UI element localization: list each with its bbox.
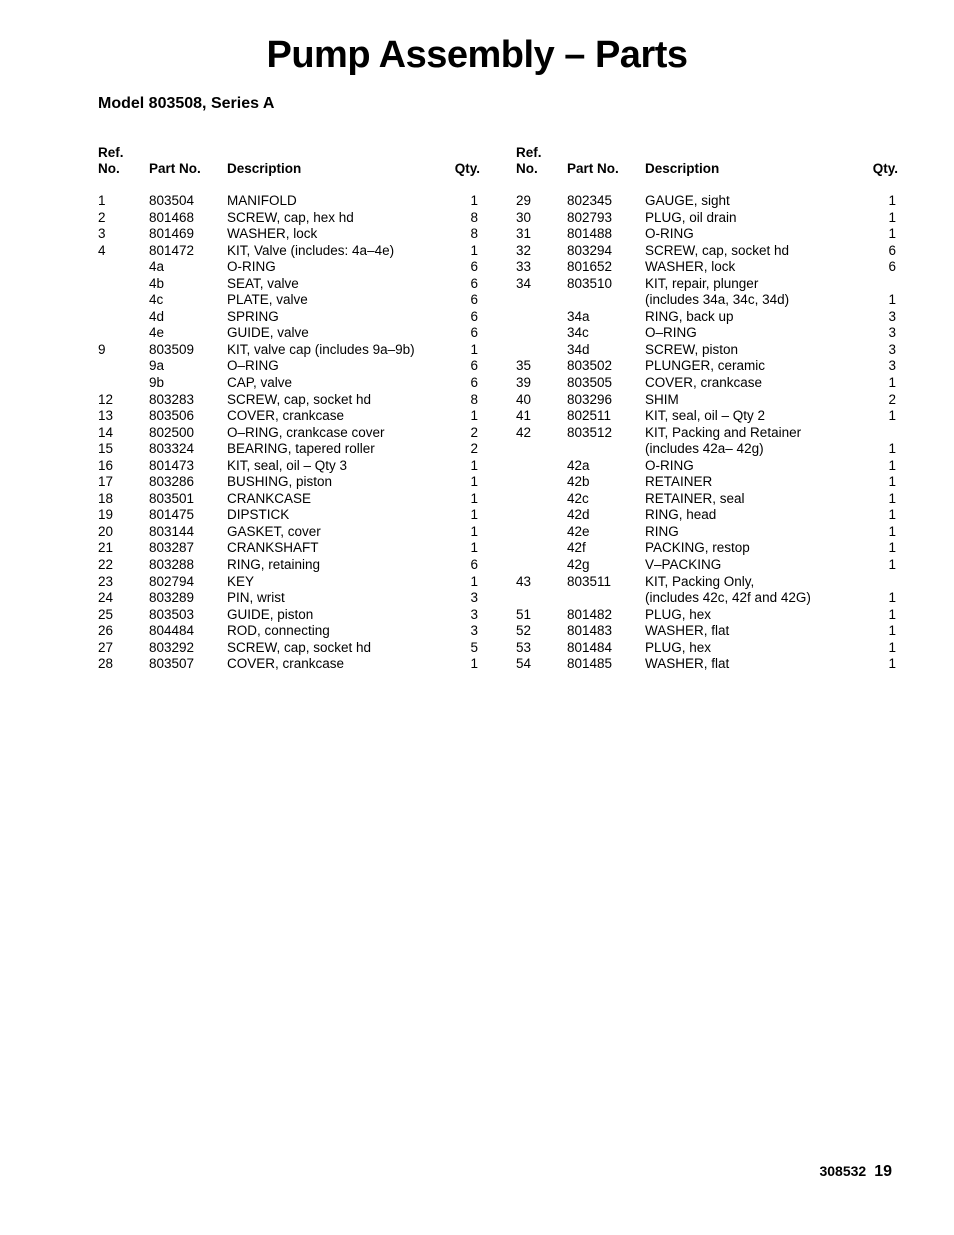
qty-cell: 1 [470,573,478,589]
part-no-cell: 803294 [567,242,613,258]
qty-cell: 3 [470,623,478,639]
table-row [98,292,480,309]
header-qty: Qty. [454,161,480,176]
qty-cell: 1 [888,590,896,606]
description-cell: SPRING [227,308,279,324]
part-no-cell: 4c [149,292,164,308]
table-row [516,607,898,624]
qty-cell: 1 [888,375,896,391]
table-row [516,375,898,392]
part-no-cell: 801483 [567,623,613,639]
description-cell: RING, retaining [227,557,321,573]
ref-no-cell: 20 [98,523,114,539]
description-cell: SCREW, cap, socket hd [645,242,790,258]
qty-cell: 1 [888,523,896,539]
table-row [516,425,898,442]
table-body-left [98,193,480,673]
description-cell: SEAT, valve [227,275,299,291]
qty-cell: 1 [888,193,896,208]
table-row [98,276,480,293]
table-row [98,342,480,359]
table-row [516,193,898,210]
description-cell: (includes 42c, 42f and 42G) [645,590,811,606]
qty-cell: 1 [888,292,896,308]
description-cell: KIT, Packing and Retainer [645,424,802,440]
header-ref-line1: Ref. [516,145,542,160]
header-qty: Qty. [872,161,898,176]
description-cell: RETAINER [645,474,713,490]
qty-cell: 1 [888,441,896,457]
page-number: 19 [874,1163,892,1180]
ref-no-cell: 43 [516,573,532,589]
qty-cell: 3 [888,341,896,357]
qty-cell: 8 [470,226,478,242]
parts-table-right [516,143,898,672]
description-cell: O–RING, crankcase cover [227,424,385,440]
qty-cell: 2 [888,391,896,407]
qty-cell: 6 [470,375,478,391]
qty-cell: 1 [470,193,478,208]
part-no-cell: 801468 [149,209,195,225]
description-cell: COVER, crankcase [227,408,345,424]
description-cell: BUSHING, piston [227,474,333,490]
qty-cell: 6 [470,259,478,275]
qty-cell: 1 [888,557,896,573]
ref-no-cell: 14 [98,424,114,440]
table-row [516,276,898,293]
part-no-cell: 804484 [149,623,195,639]
description-cell: WASHER, lock [227,226,318,242]
qty-cell: 1 [888,656,896,672]
part-no-cell: 4e [149,325,165,341]
part-no-cell: 803144 [149,523,195,539]
description-cell: CRANKSHAFT [227,540,319,556]
description-cell: KIT, seal, oil – Qty 2 [645,408,766,424]
description-cell: PLUG, hex [645,606,712,622]
table-row [516,392,898,409]
description-cell: CAP, valve [227,375,293,391]
description-cell: PLUG, hex [645,639,712,655]
table-row [98,375,480,392]
model-subtitle: Model 803508, Series A [98,95,275,112]
description-cell: KEY [227,573,255,589]
table-row [516,491,898,508]
ref-no-cell: 3 [98,226,106,242]
table-row [516,507,898,524]
table-row [516,342,898,359]
ref-no-cell: 15 [98,441,114,457]
part-no-cell: 803504 [149,193,195,208]
table-row [98,226,480,243]
description-cell: SCREW, piston [645,341,739,357]
qty-cell: 2 [470,424,478,440]
qty-cell: 1 [888,209,896,225]
qty-cell: 1 [888,623,896,639]
qty-cell: 2 [470,441,478,457]
qty-cell: 6 [888,242,896,258]
table-row [516,540,898,557]
table-row [516,524,898,541]
qty-cell: 1 [888,639,896,655]
ref-no-cell: 35 [516,358,532,374]
part-no-cell: 803503 [149,606,195,622]
ref-no-cell: 27 [98,639,114,655]
table-row [98,325,480,342]
ref-no-cell: 24 [98,590,114,606]
part-no-cell: 34d [567,341,590,357]
header-ref-line2: No. [98,161,120,176]
ref-no-cell: 16 [98,457,114,473]
description-cell: KIT, seal, oil – Qty 3 [227,457,348,473]
part-no-cell: 42b [567,474,590,490]
table-row [516,408,898,425]
part-no-cell: 803505 [567,375,613,391]
description-cell: BEARING, tapered roller [227,441,375,457]
table-row [98,309,480,326]
header-description: Description [227,161,302,176]
part-no-cell: 803296 [567,391,613,407]
qty-cell: 6 [470,325,478,341]
description-cell: MANIFOLD [227,193,297,208]
ref-no-cell: 2 [98,209,106,225]
description-cell: SCREW, cap, hex hd [227,209,354,225]
qty-cell: 1 [470,507,478,523]
part-no-cell: 801472 [149,242,195,258]
description-cell: WASHER, flat [645,656,730,672]
qty-cell: 1 [888,226,896,242]
description-cell: KIT, Packing Only, [645,573,755,589]
page-footer [819,1163,892,1181]
qty-cell: 1 [888,457,896,473]
qty-cell: 1 [470,656,478,672]
table-header [98,143,480,177]
table-row [98,474,480,491]
table-row [98,524,480,541]
table-row [516,474,898,491]
table-row [516,656,898,673]
qty-cell: 6 [470,275,478,291]
ref-no-cell: 32 [516,242,532,258]
page-title: Pump Assembly – Parts [266,34,688,76]
document-number: 308532 [819,1163,867,1179]
part-no-cell: 802511 [567,408,612,424]
part-no-cell: 803502 [567,358,613,374]
part-no-cell: 803288 [149,557,195,573]
table-row [98,392,480,409]
description-cell: RETAINER, seal [645,490,745,506]
description-cell: GUIDE, piston [227,606,314,622]
part-no-cell: 803286 [149,474,195,490]
table-row [98,458,480,475]
table-row [516,243,898,260]
table-row [98,210,480,227]
part-no-cell: 803507 [149,656,195,672]
description-cell: WASHER, lock [645,259,736,275]
qty-cell: 1 [470,341,478,357]
table-row [98,193,480,210]
description-cell: RING [645,523,679,539]
qty-cell: 1 [888,490,896,506]
description-cell: COVER, crankcase [227,656,345,672]
description-cell: GAUGE, sight [645,193,730,208]
ref-no-cell: 26 [98,623,114,639]
part-no-cell: 801482 [567,606,613,622]
qty-cell: 1 [470,457,478,473]
part-no-cell: 42e [567,523,590,539]
table-row [516,590,898,607]
part-no-cell: 801475 [149,507,195,523]
ref-no-cell: 30 [516,209,532,225]
ref-no-cell: 4 [98,242,106,258]
ref-no-cell: 28 [98,656,114,672]
qty-cell: 6 [470,292,478,308]
description-cell: SCREW, cap, socket hd [227,639,372,655]
qty-cell: 1 [470,523,478,539]
description-cell: (includes 34a, 34c, 34d) [645,292,790,308]
table-row [516,292,898,309]
description-cell: PLUG, oil drain [645,209,737,225]
qty-cell: 5 [470,639,478,655]
ref-no-cell: 29 [516,193,532,208]
part-no-cell: 803510 [567,275,613,291]
ref-no-cell: 41 [516,408,532,424]
qty-cell: 3 [470,606,478,622]
description-cell: ROD, connecting [227,623,330,639]
description-cell: SHIM [645,391,679,407]
part-no-cell: 42a [567,457,590,473]
qty-cell: 3 [888,325,896,341]
part-no-cell: 801652 [567,259,613,275]
part-no-cell: 802500 [149,424,195,440]
part-no-cell: 34c [567,325,589,341]
description-cell: O–RING [645,325,697,341]
qty-cell: 1 [470,474,478,490]
ref-no-cell: 53 [516,639,532,655]
ref-no-cell: 13 [98,408,114,424]
part-no-cell: 803512 [567,424,613,440]
qty-cell: 3 [888,358,896,374]
qty-cell: 3 [888,308,896,324]
part-no-cell: 9a [149,358,165,374]
header-ref-line2: No. [516,161,538,176]
description-cell: O-RING [645,457,694,473]
part-no-cell: 42d [567,507,590,523]
ref-no-cell: 1 [98,193,106,208]
part-no-cell: 42c [567,490,589,506]
ref-no-cell: 31 [516,226,532,242]
description-cell: (includes 42a– 42g) [645,441,764,457]
qty-cell: 6 [470,308,478,324]
table-row [98,656,480,673]
part-no-cell: 802794 [149,573,195,589]
description-cell: CRANKCASE [227,490,312,506]
table-row [98,557,480,574]
part-no-cell: 4a [149,259,165,275]
header-description: Description [645,161,720,176]
qty-cell: 8 [470,391,478,407]
ref-no-cell: 33 [516,259,532,275]
part-no-cell: 801484 [567,639,613,655]
table-row [98,623,480,640]
table-row [516,640,898,657]
table-row [516,210,898,227]
ref-no-cell: 21 [98,540,114,556]
description-cell: KIT, Valve (includes: 4a–4e) [227,242,395,258]
ref-no-cell: 12 [98,391,114,407]
part-no-cell: 803511 [567,573,612,589]
ref-no-cell: 18 [98,490,114,506]
table-row [98,425,480,442]
ref-no-cell: 40 [516,391,532,407]
ref-no-cell: 22 [98,557,114,573]
table-row [98,640,480,657]
ref-no-cell: 51 [516,606,532,622]
description-cell: PLUNGER, ceramic [645,358,766,374]
table-row [98,491,480,508]
description-cell: KIT, repair, plunger [645,275,759,291]
table-row [516,259,898,276]
description-cell: WASHER, flat [645,623,730,639]
part-no-cell: 4b [149,275,165,291]
table-row [516,623,898,640]
qty-cell: 6 [470,557,478,573]
description-cell: DIPSTICK [227,507,290,523]
description-cell: GASKET, cover [227,523,321,539]
part-no-cell: 803501 [149,490,195,506]
ref-no-cell: 34 [516,275,532,291]
part-no-cell: 803506 [149,408,195,424]
qty-cell: 1 [888,507,896,523]
qty-cell: 1 [888,606,896,622]
part-no-cell: 803324 [149,441,195,457]
table-row [516,226,898,243]
description-cell: O-RING [645,226,694,242]
part-no-cell: 42g [567,557,590,573]
ref-no-cell: 25 [98,606,114,622]
qty-cell: 1 [888,474,896,490]
ref-no-cell: 52 [516,623,532,639]
ref-no-cell: 23 [98,573,114,589]
table-row [516,574,898,591]
qty-cell: 1 [470,408,478,424]
table-row [98,574,480,591]
table-row [516,557,898,574]
table-row [98,607,480,624]
part-no-cell: 9b [149,375,165,391]
table-row [516,309,898,326]
header-ref-line1: Ref. [98,145,124,160]
part-no-cell: 802345 [567,193,613,208]
table-row [516,325,898,342]
ref-no-cell: 17 [98,474,114,490]
table-header [516,143,898,177]
ref-no-cell: 19 [98,507,114,523]
description-cell: PACKING, restop [645,540,750,556]
header-part-no: Part No. [149,161,201,176]
description-cell: V–PACKING [645,557,722,573]
part-no-cell: 42f [567,540,586,556]
table-row [98,441,480,458]
description-cell: O-RING [227,259,276,275]
part-no-cell: 803509 [149,341,195,357]
description-cell: KIT, valve cap (includes 9a–9b) [227,341,415,357]
ref-no-cell: 9 [98,341,106,357]
qty-cell: 3 [470,590,478,606]
ref-no-cell: 39 [516,375,532,391]
qty-cell: 1 [888,408,896,424]
qty-cell: 6 [888,259,896,275]
part-no-cell: 803283 [149,391,195,407]
description-cell: RING, back up [645,308,734,324]
table-body-right [516,193,898,673]
description-cell: SCREW, cap, socket hd [227,391,372,407]
table-row [516,458,898,475]
qty-cell: 1 [470,242,478,258]
part-no-cell: 34a [567,308,590,324]
part-no-cell: 4d [149,308,165,324]
table-row [98,243,480,260]
qty-cell: 1 [470,490,478,506]
part-no-cell: 803287 [149,540,195,556]
table-row [98,507,480,524]
part-no-cell: 801469 [149,226,195,242]
part-no-cell: 803292 [149,639,195,655]
description-cell: COVER, crankcase [645,375,763,391]
part-no-cell: 802793 [567,209,613,225]
table-row [98,259,480,276]
part-no-cell: 801485 [567,656,613,672]
description-cell: PLATE, valve [227,292,308,308]
table-row [516,358,898,375]
qty-cell: 1 [470,540,478,556]
header-part-no: Part No. [567,161,619,176]
part-no-cell: 803289 [149,590,195,606]
parts-table-left [98,143,480,672]
qty-cell: 1 [888,540,896,556]
ref-no-cell: 54 [516,656,532,672]
qty-cell: 8 [470,209,478,225]
description-cell: GUIDE, valve [227,325,309,341]
description-cell: O–RING [227,358,279,374]
table-row [98,540,480,557]
part-no-cell: 801473 [149,457,195,473]
qty-cell: 6 [470,358,478,374]
part-no-cell: 801488 [567,226,613,242]
table-row [98,408,480,425]
ref-no-cell: 42 [516,424,532,440]
table-row [98,590,480,607]
description-cell: PIN, wrist [227,590,285,606]
table-row [98,358,480,375]
description-cell: RING, head [645,507,717,523]
table-row [516,441,898,458]
